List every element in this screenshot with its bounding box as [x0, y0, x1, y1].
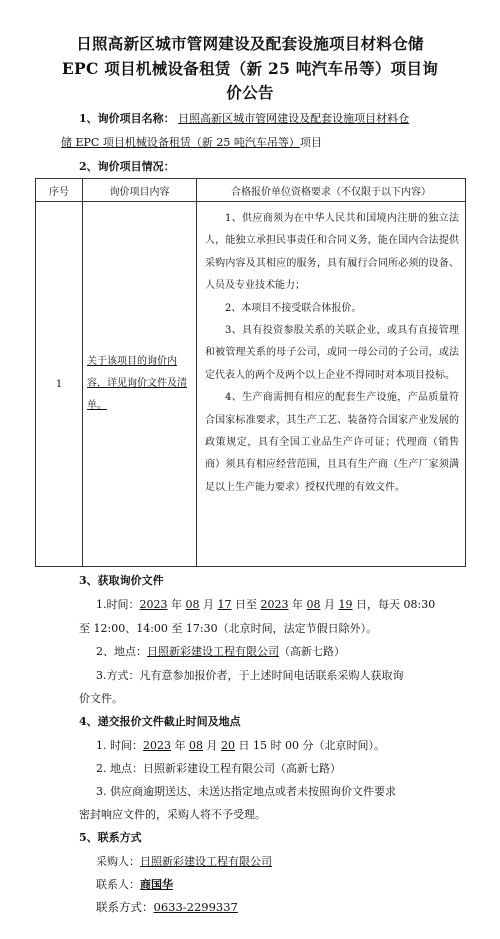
month-char: 月 [324, 598, 335, 611]
phone-line [96, 899, 238, 915]
header-item: 询价项目内容 [83, 179, 197, 202]
obtain-start-day: 17 [217, 598, 232, 611]
requirement-1: 1、供应商须为在中华人民共和国境内注册的独立法人，能独立承担民事责任和合同义务，能在国内合法提供采购内容及其相应的服务，具有履行合同所必须的设备、人员及专业技术能力； [205, 213, 459, 292]
table-row [36, 202, 466, 567]
deadline-time-line [96, 737, 385, 753]
requirement-2: 2、本项目不接受联合体报价。 [225, 302, 362, 314]
obtain-start-year: 2023 [139, 598, 168, 611]
year-char: 年 [174, 739, 186, 752]
deadline-year: 2023 [143, 739, 171, 752]
deadline-place-line: 2. 地点：日照新彩建设工程有限公司（高新七路） [96, 762, 341, 775]
obtain-end-day: 19 [338, 598, 353, 611]
late-notice-line-2: 密封响应文件的，采购人将不予受理。 [79, 808, 266, 821]
contact-name: 商国华 [140, 878, 173, 891]
header-no: 序号 [36, 179, 83, 202]
obtain-place-line [96, 643, 345, 659]
title-line-3: 价公告 [226, 83, 274, 102]
deadline-time-label: 1. 时间： [96, 739, 143, 752]
requirement-4: 4、生产商需拥有相应的配套生产设施，产品质量符合国家标准要求，其生产工艺、装备符合国家产业发展的政策规定，具有全国工业品生产许可证；代理商（销售商）须具有相应经营范围，且具有生产商（生产厂家须满足以上生产能力要求）授权代理的有效文件。 [205, 392, 459, 493]
project-name-line-1 [79, 110, 409, 126]
title-line-2: EPC 项目机械设备租赁（新 25 吨汽车吊等）项目询 [61, 59, 439, 78]
obtain-start-month: 08 [185, 598, 200, 611]
section-5-label: 5、联系方式 [79, 831, 142, 844]
requirements-table [35, 178, 466, 567]
day-to: 日至 [235, 598, 257, 611]
phone-number: 0633-2299337 [153, 900, 238, 914]
requirements-text [197, 202, 465, 503]
project-name-line-2 [61, 134, 322, 150]
obtain-time-line-1 [96, 596, 435, 612]
year-char: 年 [171, 598, 182, 611]
section-3-label: 3、获取询价文件 [79, 574, 164, 587]
project-name-part-2: 储 EPC 项目机械设备租赁（新 25 吨汽车吊等） [61, 136, 300, 149]
late-notice-line-1: 3. 供应商逾期送达、未送达指定地点或者未按照询价文件要求 [96, 785, 396, 798]
month-char: 月 [203, 598, 214, 611]
buyer-name: 日照新彩建设工程有限公司 [140, 855, 272, 868]
month-char: 月 [206, 739, 218, 752]
section-1-label: 1、询价项目名称： [79, 112, 175, 125]
title-line-1: 日照高新区城市管网建设及配套设施项目材料仓储 [76, 34, 424, 53]
row-no: 1 [36, 202, 83, 567]
contact-line [96, 876, 173, 892]
deadline-day: 20 [221, 739, 235, 752]
deadline-month: 08 [189, 739, 203, 752]
project-name-suffix: 项目 [299, 136, 322, 149]
obtain-time-line-2: 至 12:00、14:00 至 17:30（北京时间，法定节假日除外）。 [79, 622, 378, 635]
project-name-part-1: 日照高新区城市管网建设及配套设施项目材料仓 [178, 112, 410, 125]
obtain-method-line-1: 3.方式：凡有意参加报价者，于上述时间电话联系采购人获取询 [96, 669, 404, 682]
phone-label: 联系方式： [96, 900, 154, 914]
buyer-label: 采购人： [96, 855, 140, 868]
obtain-end-month: 08 [306, 598, 321, 611]
deadline-time-tail: 日 15 时 00 分（北京时间）。 [238, 739, 385, 752]
buyer-line [96, 853, 272, 869]
requirement-3: 3、具有投资参股关系的关联企业，或具有直接管理和被管理关系的母子公司，或同一母公司的子公司，或法定代表人的两个及两个以上企业不得同时对本项目投标。 [205, 325, 459, 381]
obtain-place-address: （高新七路） [279, 645, 345, 658]
row-item-cell [83, 202, 197, 567]
obtain-place-company: 日照新彩建设工程有限公司 [147, 645, 279, 658]
row-item-text: 关于该项目的询价内容，详见询价文件及清单。 [87, 356, 187, 411]
obtain-end-year: 2023 [260, 598, 289, 611]
header-requirements: 合格报价单位资格要求（不仅限于以下内容） [197, 179, 466, 202]
contact-label: 联系人： [96, 878, 140, 891]
section-2-label: 2、询价项目情况： [79, 160, 175, 173]
obtain-place-label: 2、地点： [96, 645, 147, 658]
row-requirements-cell [197, 202, 466, 567]
obtain-time-tail: 日，每天 08:30 [356, 598, 436, 611]
year-char: 年 [292, 598, 303, 611]
section-4-label: 4、递交报价文件截止时间及地点 [79, 715, 241, 728]
obtain-method-line-2: 价文件。 [79, 692, 123, 705]
table-header-row [36, 179, 466, 202]
obtain-time-label: 1.时间： [96, 598, 140, 611]
